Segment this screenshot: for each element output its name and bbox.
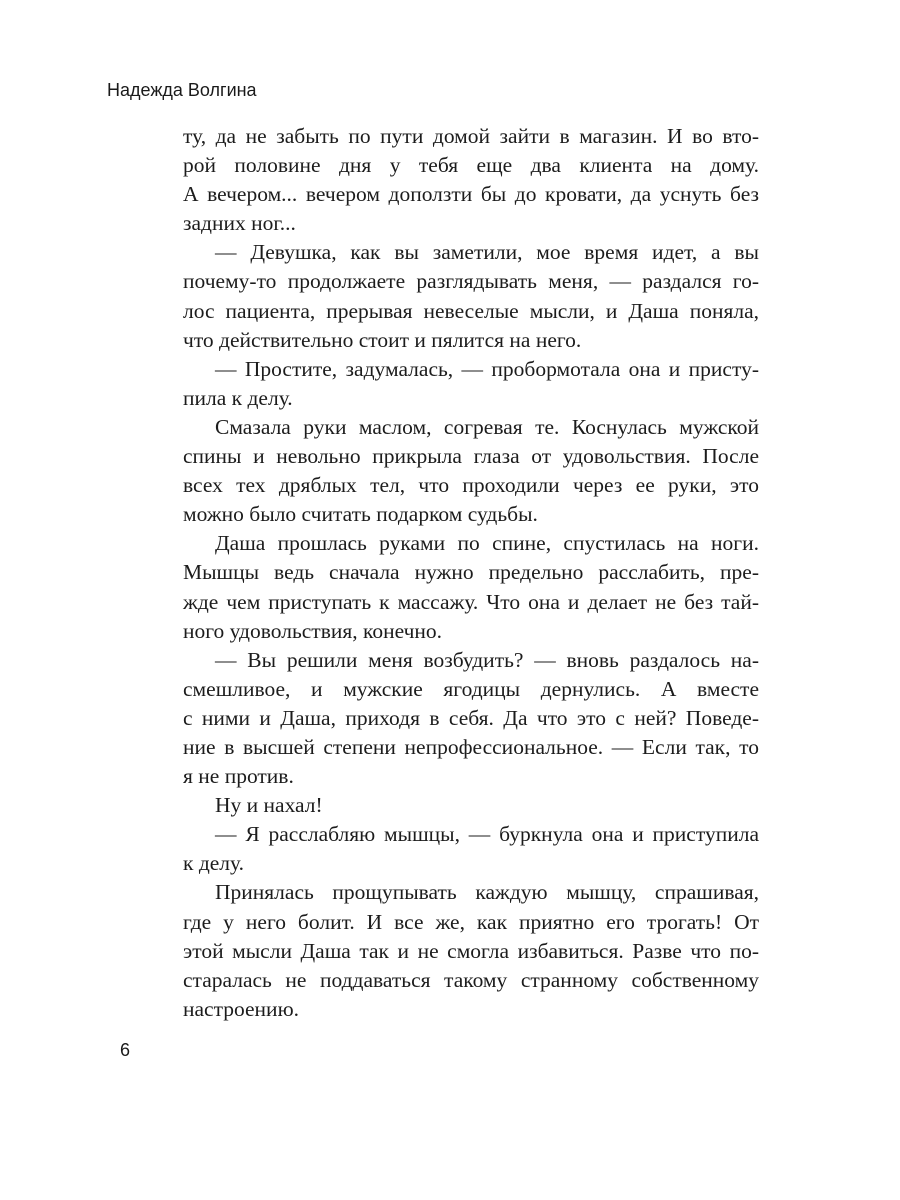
text-line: ние в высшей степени непрофессиональное. — Если так, то	[183, 734, 759, 759]
text-line: где у него болит. И все же, как приятно его трогать! От	[183, 909, 759, 934]
text-line: пила к делу.	[183, 385, 293, 410]
text-line: Принялась прощупывать каждую мышцу, спрашивая,	[215, 880, 759, 905]
text-line: А вечером... вечером доползти бы до кровати, да уснуть без	[183, 182, 759, 207]
text-line: ного удовольствия, конечно.	[183, 618, 443, 643]
text-line: к делу.	[183, 851, 245, 876]
text-line: почему-то продолжаете разглядывать меня, — раздался го-	[183, 269, 759, 294]
page-number: 6	[120, 1040, 131, 1060]
text-line: всех тех дряблых тел, что проходили через ее руки, это	[183, 473, 759, 498]
text-line: с ними и Даша, приходя в себя. Да что это с ней? Поведе-	[183, 705, 759, 730]
text-line: — Вы решили меня возбудить? — вновь раздалось на-	[215, 647, 759, 672]
text-line: спины и невольно прикрыла глаза от удовольствия. После	[183, 444, 759, 469]
text-line: что действительно стоит и пялится на него.	[183, 327, 582, 352]
text-line: — Девушка, как вы заметили, мое время идет, а вы	[215, 240, 759, 265]
running-header-author: Надежда Волгина	[107, 80, 257, 100]
text-line: — Простите, задумалась, — пробормотала она и присту-	[215, 356, 759, 381]
body-text	[183, 122, 759, 1024]
text-line: настроению.	[183, 996, 300, 1021]
text-line: Даша прошлась руками по спине, спустилась на ноги.	[215, 531, 759, 556]
text-line: я не против.	[183, 764, 294, 789]
text-line: смешливое, и мужские ягодицы дернулись. А вместе	[183, 676, 759, 701]
text-line: старалась не поддаваться такому странному собственному	[183, 967, 759, 992]
text-line: Ну и нахал!	[215, 793, 323, 818]
text-line: ту, да не забыть по пути домой зайти в магазин. И во вто-	[183, 124, 759, 148]
text-line: лос пациента, прерывая невеселые мысли, и Даша поняла,	[183, 298, 759, 323]
text-line: — Я расслабляю мышцы, — буркнула она и приступила	[215, 822, 759, 847]
text-line: этой мысли Даша так и не смогла избавиться. Разве что по-	[183, 938, 759, 963]
text-line: жде чем приступать к массажу. Что она и делает не без тай-	[183, 589, 759, 614]
text-line: можно было считать подарком судьбы.	[183, 502, 538, 527]
text-line: задних ног...	[183, 211, 296, 236]
text-line: Мышцы ведь сначала нужно предельно расслабить, пре-	[183, 560, 759, 585]
text-line: Смазала руки маслом, согревая те. Коснулась мужской	[215, 414, 759, 439]
text-line: рой половине дня у тебя еще два клиента на дому.	[183, 153, 759, 178]
